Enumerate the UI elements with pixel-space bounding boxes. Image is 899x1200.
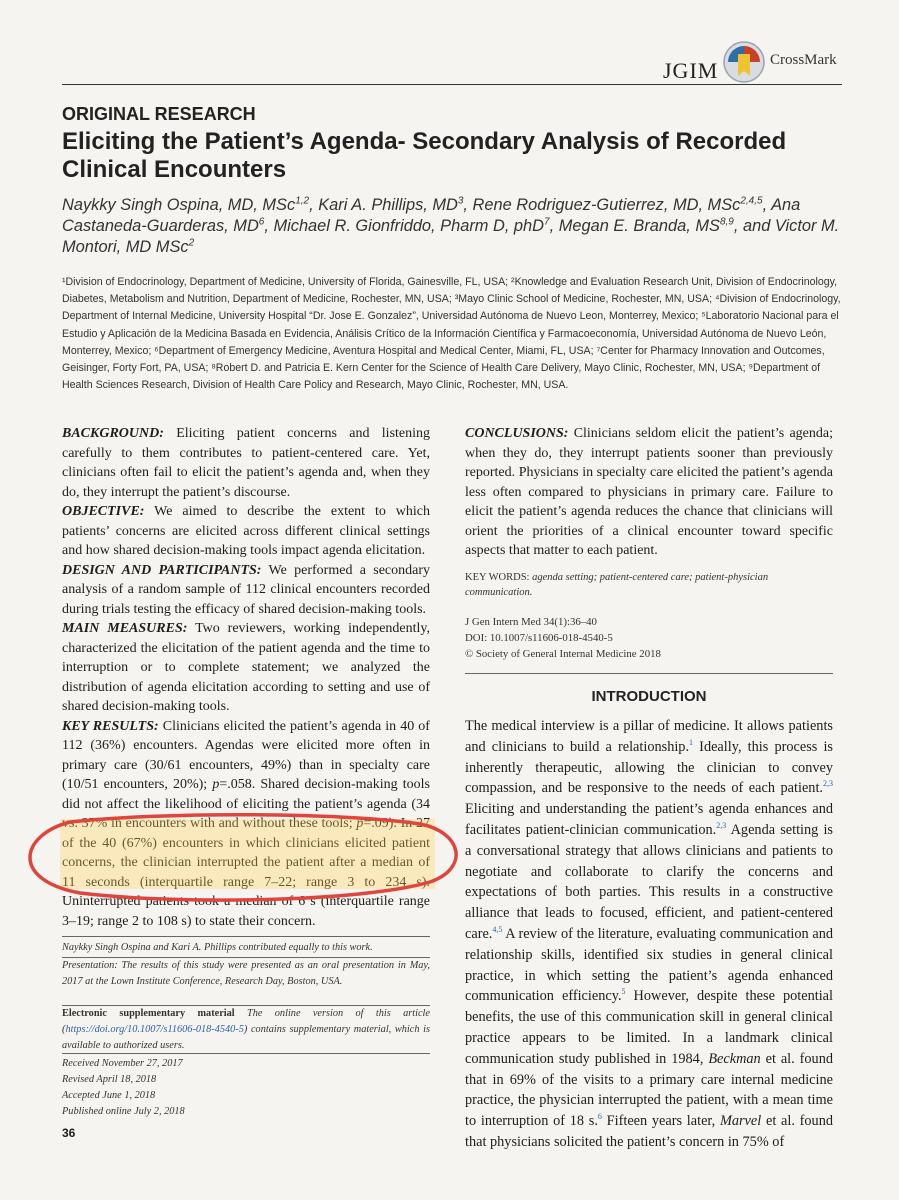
- results-text-c: =.09). In 27 of the 40 (67%) encounters in which clinicians elicited patient concerns, the clinician interrupted the patient after a median of 11 seconds (interquartile range 7–22; range 3 to 234 s). Uninterrupted patients took a median of 6 s (interquartile range 3–19; range 2 to 108 s) to state their concern.: [62, 816, 430, 929]
- measures-text: Two reviewers, working independently, characterized the elicitation of the patient agenda and the time to interruption or to complete statement; we analyzed the distribution of agenda elicitation according to setting and use of shared decision-making tools.: [62, 621, 430, 714]
- reference-link[interactable]: 4,5: [492, 925, 503, 935]
- author-name: Rene Rodriguez-Gutierrez, MD, MSc: [472, 196, 741, 214]
- results-heading: KEY RESULTS:: [62, 718, 159, 734]
- intro-text: Eliciting and understanding the patient’s agenda enhances and facilitates patient-clinician communication.: [465, 801, 833, 838]
- author-affiliation-sup: 7: [544, 216, 550, 228]
- author-name: Beckman: [708, 1050, 761, 1067]
- author-name: Ana Castaneda-Guarderas, MD: [62, 196, 801, 235]
- equal-contribution-note: Naykky Singh Ospina and Kari A. Phillips contributed equally to this work.: [62, 942, 373, 953]
- supplementary-heading: Electronic supplementary material: [62, 1008, 235, 1019]
- intro-text: Ideally, this process is inherently therapeutic, allowing the clinician to convey compassion, and be responsive to the needs of each patient.: [465, 738, 833, 797]
- intro-text: However, despite these potential benefits, the use of this communication skill in general clinical practice appears to be limited. In a landmark clinical communication study published in 1984,: [465, 988, 833, 1067]
- abstract-right-column: [465, 424, 833, 561]
- author-name: and Victor M. Montori, MD MSc: [62, 217, 840, 256]
- text-highlight: [60, 819, 435, 889]
- page-number: 36: [62, 1126, 76, 1140]
- reference-link[interactable]: 5: [621, 987, 626, 997]
- author-affiliation-sup: 6: [258, 216, 265, 228]
- reference-link[interactable]: 2,3: [716, 821, 727, 831]
- keywords-label: KEY WORDS:: [465, 572, 530, 583]
- introduction-heading: INTRODUCTION: [591, 688, 707, 705]
- doi[interactable]: DOI: 10.1007/s11606-018-4540-5: [465, 632, 613, 644]
- header-divider: [62, 84, 842, 85]
- reference-link[interactable]: 2,3: [823, 779, 833, 789]
- crossmark-label[interactable]: CrossMark: [770, 52, 837, 68]
- footnote-divider: [62, 936, 430, 937]
- author-affiliation-sup: 1,2: [295, 195, 310, 207]
- design-heading: DESIGN AND PARTICIPANTS:: [62, 562, 262, 578]
- objective-text: We aimed to describe the extent to which patients’ concerns are elicited across different clinical settings and how shared decision-making tools impact agenda elicitation.: [62, 504, 430, 558]
- article-type: ORIGINAL RESEARCH: [62, 104, 256, 124]
- author-name: Marvel: [719, 1113, 762, 1130]
- results-text-a: Clinicians elicited the patient’s agenda in 40 of 112 (36%) encounters. Agendas were elicited more often in primary care (30/61 encounters, 49%) than in specialty care (10/51 encounters, 20%);: [62, 718, 430, 792]
- reference-link[interactable]: 1: [689, 738, 694, 748]
- copyright: © Society of General Internal Medicine 2018: [465, 648, 661, 660]
- crossmark-icon[interactable]: [722, 40, 766, 84]
- journal-name: JGIM: [663, 58, 719, 83]
- intro-text: A review of the literature, evaluating communication and relationship skills, identified six studies in general clinical practice, in which setting the patient’s agenda enhanced communication efficiency.: [465, 925, 833, 1005]
- received-date: Received November 27, 2017: [62, 1058, 183, 1069]
- affiliations: ¹Division of Endocrinology, Department of Medicine, University of Florida, Gainesville, FL, USA; ²Knowledge and Evaluation Research Unit, Division of Endocrinology, Diabetes, Metabolism and Nutrition, Department of Medicine, Rochester, MN, USA; ³Mayo Clinic School of Medicine, Rochester, MN, USA; ⁴Division of Endocrinology, Department of Internal Medicine, University Hospital “Dr. Jose E. Gonzalez”, Universidad Autónoma de Nuevo Leon, Monterrey, Mexico; ⁵Laboratorio Nacional para el Estudio y Aplicación de la Medicina Basada en Evidencia, Análisis Crítico de la Información Científica y Farmacoeconomía, Universidad Autónoma de Nuevo León, Monterrey, Mexico; ⁶Department of Emergency Medicine, Aventura Hospital and Medical Center, Miami, FL, USA; ⁷Center for Pharmacy Innovation and Outcomes, Geisinger, Forty Fort, PA, USA; ⁸Robert D. and Patricia E. Kern Center for the Science of Health Care Delivery, Mayo Clinic, Rochester, MN, USA; ⁹Department of Health Sciences Research, Division of Health Care Policy and Research, Mayo Clinic, Rochester, MN, USA.: [62, 276, 841, 392]
- p-value-label: p: [212, 777, 220, 792]
- author-name: Megan E. Branda, MS: [558, 217, 720, 235]
- keywords-text: agenda setting; patient-centered care; patient-physician communication.: [465, 572, 769, 598]
- published-date: Published online July 2, 2018: [62, 1106, 185, 1117]
- intro-text: et al. found that in 69% of the visits to a primary care internal medicine practice, the physician interrupted the patient, with a mean time to interruption of 18 s.: [465, 1050, 833, 1130]
- conclusions-heading: CONCLUSIONS:: [465, 426, 569, 441]
- author-affiliation-sup: 3: [457, 195, 464, 207]
- journal-citation: J Gen Intern Med 34(1):36–40: [465, 616, 597, 628]
- supplementary-note: [62, 1006, 430, 1054]
- intro-text: The medical interview is a pillar of medicine. It allows patients and clinicians to build a relationship.: [465, 718, 833, 755]
- intro-text: et al. found that physicians solicited the patient’s concern in 75% of: [465, 1113, 834, 1150]
- supplementary-link[interactable]: https://doi.org/10.1007/s11606-018-4540-5: [65, 1024, 244, 1035]
- conclusions-text: Clinicians seldom elicit the patient’s agenda; when they do, they interrupt patients sooner than previously reported. Physicians in specialty care elicited the patient’s agenda less often compared to physicians in primary care. Failure to elicit the patient’s agenda reduces the chance that clinicians will orient the priorities of a clinical encounter toward specific aspects that matter to each patient.: [465, 426, 833, 558]
- measures-heading: MAIN MEASURES:: [62, 621, 188, 636]
- background-text: Eliciting patient concerns and listening carefully to them contributes to patient-centered care. Yet, clinicians often fail to elicit the patient’s agenda and, when they do, they interrupt the patient’s discourse.: [62, 426, 431, 500]
- revised-date: Revised April 18, 2018: [62, 1074, 157, 1085]
- supplementary-text: ) contains supplementary material, which is available to authorized users.: [62, 1024, 430, 1051]
- p-value-label: p: [356, 816, 364, 831]
- supplementary-text: The online version of this article (: [62, 1008, 430, 1035]
- reference-link[interactable]: 6: [597, 1112, 602, 1122]
- author-list: Naykky Singh Ospina, MD, MSc$^{1,2}$, Kari A. Phillips, $MD^3$, Rene Rodriguez-Gutierrez, MD, MSc$^{2,4,5}$, Ana Castaneda-Guarderas, $MD^6$, Michael R. Gionfriddo, Pharm D, phD$^7$, Megan E. Branda, MS$^{8,9}$, and Victor M. Montori, MD MSc$^2$: [62, 195, 840, 256]
- author-affiliation-sup: 2,4,5: [740, 195, 763, 207]
- author-affiliation-sup: 2: [188, 237, 195, 249]
- citation-block: [465, 614, 833, 662]
- design-text: We performed a secondary analysis of a random sample of 112 clinical encounters recorded during trials testing the efficacy of shared decision-making tools.: [62, 562, 430, 617]
- intro-text: Agenda setting is a conversational strategy that allows clinicians and patients to negotiate and collaborate to clarify the concerns and expectations of both parties. This results in a constructive alliance that leads to focused, efficient, and patient-centered care.: [465, 821, 833, 942]
- author-name: Naykky Singh Ospina, MD, MSc: [62, 196, 296, 214]
- section-divider: [465, 673, 833, 674]
- article-title: Eliciting the Patient’s Agenda- Secondary Analysis of Recorded Clinical Encounters: [62, 128, 787, 183]
- background-heading: BACKGROUND:: [62, 426, 164, 441]
- accepted-date: Accepted June 1, 2018: [62, 1090, 156, 1101]
- results-text-b: =.058. Shared decision-making tools did not affect the likelihood of eliciting the patient’s agenda (34 vs. 37% in encounters with and without these tools;: [62, 777, 431, 831]
- footnote-divider: [62, 1053, 430, 1054]
- author-affiliation-sup: 8,9: [719, 216, 734, 228]
- author-name: Kari A. Phillips, MD: [318, 196, 458, 214]
- introduction-body: [465, 716, 833, 1153]
- author-name: Michael R. Gionfriddo, Pharm D, phD: [273, 217, 545, 235]
- intro-text: Fifteen years later,: [601, 1113, 720, 1130]
- presentation-note: Presentation: The results of this study were presented as an oral presentation in May, 2017 at the Lown Institute Conference, Research Day, Boston, USA.: [62, 960, 430, 987]
- objective-heading: OBJECTIVE:: [62, 504, 145, 519]
- keywords: [465, 570, 833, 600]
